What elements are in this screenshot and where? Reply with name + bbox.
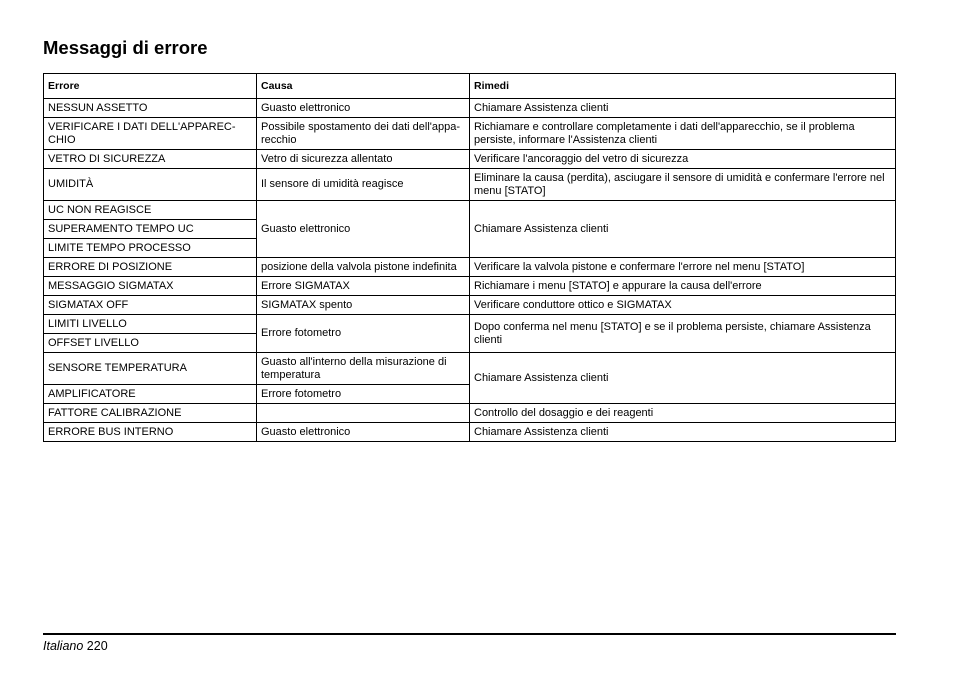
table-row <box>44 118 896 150</box>
table-row <box>44 296 896 315</box>
cell-rimedi: Richiamare i menu [STATO] e appurare la causa dell'errore <box>470 277 896 296</box>
header-rimedi: Rimedi <box>470 74 896 99</box>
cell-errore: OFFSET LIVELLO <box>44 334 257 353</box>
header-causa: Causa <box>257 74 470 99</box>
cell-errore: VETRO DI SICUREZZA <box>44 150 257 169</box>
cell-causa <box>257 404 470 423</box>
cell-causa: Errore fotometro <box>257 385 470 404</box>
cell-errore: UMIDITÀ <box>44 169 257 201</box>
cell-errore: NESSUN ASSETTO <box>44 99 257 118</box>
table-row <box>44 150 896 169</box>
cell-causa: Errore fotometro <box>257 315 470 353</box>
cell-rimedi: Verificare l'ancoraggio del vetro di sicurezza <box>470 150 896 169</box>
cell-rimedi: Dopo conferma nel menu [STATO] e se il problema persiste, chiamare Assistenza clienti <box>470 315 896 353</box>
error-messages-table <box>43 73 896 442</box>
cell-causa: Il sensore di umidità reagisce <box>257 169 470 201</box>
table-row <box>44 404 896 423</box>
cell-errore: SUPERAMENTO TEMPO UC <box>44 220 257 239</box>
table-row <box>44 423 896 442</box>
table-row <box>44 353 896 385</box>
cell-rimedi: Eliminare la causa (perdita), asciugare il sensore di umidità e confermare l'errore nel menu [STATO] <box>470 169 896 201</box>
cell-causa: Guasto elettronico <box>257 423 470 442</box>
cell-rimedi: Chiamare Assistenza clienti <box>470 423 896 442</box>
cell-errore: SIGMATAX OFF <box>44 296 257 315</box>
cell-errore: LIMITI LIVELLO <box>44 315 257 334</box>
cell-causa: Errore SIGMATAX <box>257 277 470 296</box>
cell-causa: Guasto elettronico <box>257 201 470 258</box>
table-row <box>44 201 896 220</box>
cell-causa: SIGMATAX spento <box>257 296 470 315</box>
cell-rimedi: Chiamare Assistenza clienti <box>470 353 896 404</box>
cell-rimedi: Richiamare e controllare completamente i dati dell'apparecchio, se il problema persiste, informare l'Assistenza clienti <box>470 118 896 150</box>
footer-language: Italiano <box>43 639 84 653</box>
table-row <box>44 169 896 201</box>
cell-errore: FATTORE CALIBRAZIONE <box>44 404 257 423</box>
cell-errore: ERRORE DI POSIZIONE <box>44 258 257 277</box>
cell-rimedi: Verificare la valvola pistone e confermare l'errore nel menu [STATO] <box>470 258 896 277</box>
cell-errore: VERIFICARE I DATI DELL'APPAREC-CHIO <box>44 118 257 150</box>
cell-errore: MESSAGGIO SIGMATAX <box>44 277 257 296</box>
cell-errore: UC NON REAGISCE <box>44 201 257 220</box>
footer-divider <box>43 633 896 635</box>
cell-rimedi: Chiamare Assistenza clienti <box>470 201 896 258</box>
cell-causa: Possibile spostamento dei dati dell'appa-recchio <box>257 118 470 150</box>
table-row <box>44 315 896 334</box>
table-header-row <box>44 74 896 99</box>
cell-causa: posizione della valvola pistone indefinita <box>257 258 470 277</box>
table-row <box>44 99 896 118</box>
cell-causa: Guasto elettronico <box>257 99 470 118</box>
cell-rimedi: Chiamare Assistenza clienti <box>470 99 896 118</box>
footer-page-number: 220 <box>86 639 108 653</box>
cell-causa: Vetro di sicurezza allentato <box>257 150 470 169</box>
cell-errore: AMPLIFICATORE <box>44 385 257 404</box>
cell-errore: SENSORE TEMPERATURA <box>44 353 257 385</box>
cell-causa: Guasto all'interno della misurazione di temperatura <box>257 353 470 385</box>
table-row <box>44 277 896 296</box>
cell-rimedi: Controllo del dosaggio e dei reagenti <box>470 404 896 423</box>
cell-errore: LIMITE TEMPO PROCESSO <box>44 239 257 258</box>
table-row <box>44 258 896 277</box>
page-title: Messaggi di errore <box>43 37 208 58</box>
cell-rimedi: Verificare conduttore ottico e SIGMATAX <box>470 296 896 315</box>
header-errore: Errore <box>44 74 257 99</box>
cell-errore: ERRORE BUS INTERNO <box>44 423 257 442</box>
page-footer <box>43 639 108 653</box>
